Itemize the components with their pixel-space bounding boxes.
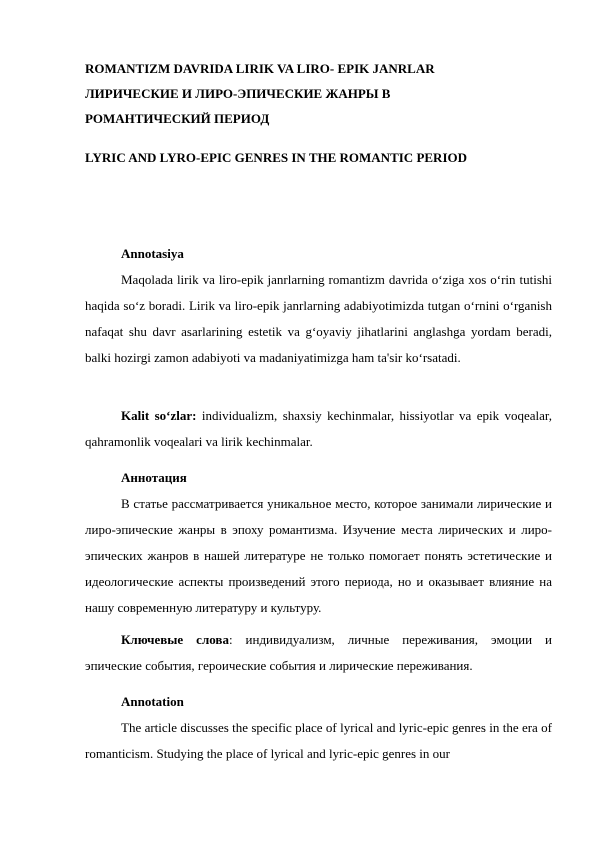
title-russian-line2: РОМАНТИЧЕСКИЙ ПЕРИОД	[85, 111, 270, 126]
heading-annotasiya: Annotasiya	[121, 246, 184, 261]
keywords-russian	[85, 627, 552, 679]
title-uzbek: ROMANTIZM DAVRIDA LIRIK VA LIRO- EPIK JANRLAR	[85, 61, 435, 76]
keywords-text-uzbek: individualizm, shaxsiy kechinmalar, hissiyotlar va epik voqealar, qahramonlik voqealari va lirik kechinmalar.	[85, 408, 552, 449]
abstract-uzbek: Maqolada lirik va liro-epik janrlarning romantizm davrida o‘ziga xos o‘rin tutishi haqida so‘z boradi. Lirik va liro-epik janrlarning adabiyotimizda tutgan o‘rnini o‘rganish nafaqat shu davr asarlarining estetik va g‘oyaviy jihatlarini anglashga yordam beradi, balki hozirgi zamon adabiyoti va madaniyatimizga ham ta'sir ko‘rsatadi.	[85, 272, 552, 365]
keywords-label-uzbek: Kalit so‘zlar:	[121, 408, 197, 423]
abstract-russian: В статье рассматривается уникальное место, которое занимали лирические и лиро-эпические жанры в эпоху романтизма. Изучение места лирических и лиро-эпических жанров в нашей литературе не только помогает понять эстетические и идеологические аспекты произведений этого периода, но и оказывает влияние на нашу современную литературу и культуру.	[85, 496, 552, 615]
title-english: LYRIC AND LYRO-EPIC GENRES IN THE ROMANTIC PERIOD	[85, 150, 468, 165]
title-russian-line1: ЛИРИЧЕСКИЕ И ЛИРО-ЭПИЧЕСКИЕ ЖАНРЫ В	[85, 86, 391, 101]
keywords-uzbek	[85, 403, 552, 455]
keywords-text-russian: : индивидуализм, личные переживания, эмоции и эпические события, героические события и лирические переживания.	[85, 632, 552, 673]
keywords-label-russian: Ключевые слова	[121, 632, 229, 647]
heading-annotation-english: Annotation	[121, 694, 184, 709]
heading-annotatsiya-russian: Аннотация	[121, 470, 187, 485]
abstract-english: The article discusses the specific place of lyrical and lyric-epic genres in the era of romanticism. Studying the place of lyrical and lyric-epic genres in our	[85, 720, 552, 761]
